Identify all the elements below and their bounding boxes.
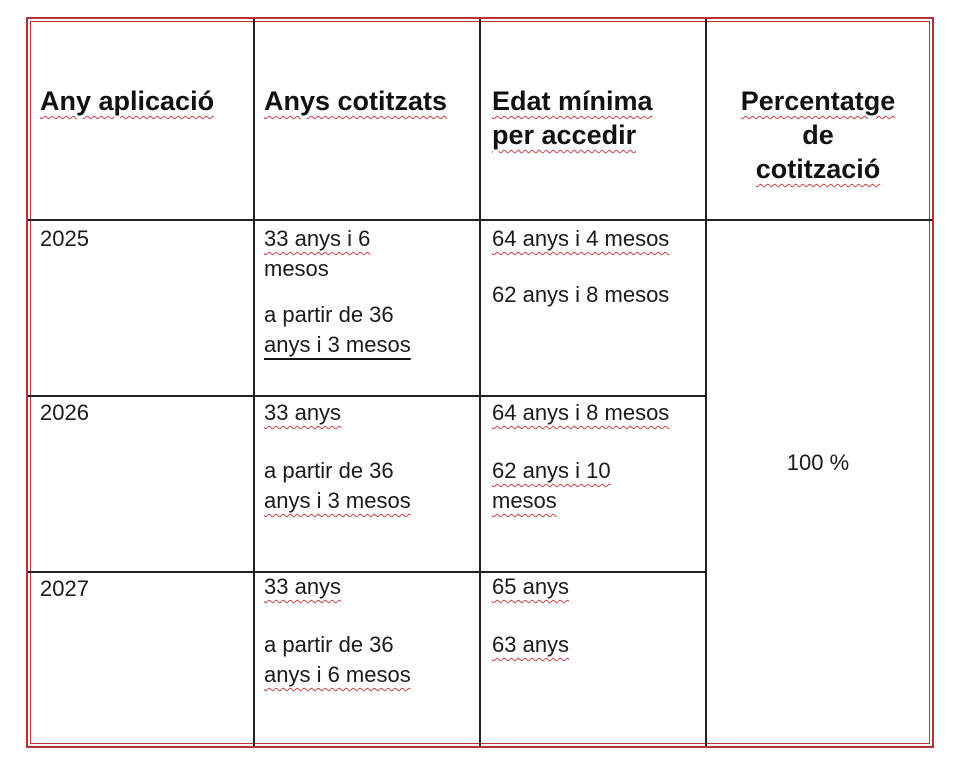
table-row-2027-contrib [264,572,476,690]
table-row-2026-year [40,398,89,428]
table-row-2026-contrib [264,398,476,516]
header-year-label: Any aplicació [40,86,215,116]
age-line: 65 anys [492,574,570,599]
year-value: 2025 [40,226,89,251]
header-percentage [708,84,928,186]
header-years-contributed [264,84,478,118]
year-value: 2026 [40,400,89,425]
table-row-2025-year [40,224,89,254]
header-percentage-line1: Percentatge [740,86,896,116]
column-divider [253,19,255,746]
contrib-line: mesos [264,256,329,281]
header-year [40,84,250,118]
header-percentage-line2: de [802,120,834,150]
contrib-line: 33 anys [264,400,342,425]
contrib-line: a partir de 36 [264,458,394,483]
age-line sq: 62 anys i 8 mesos [492,282,670,307]
age-line: 64 anys i 8 mesos [492,400,670,425]
contrib-line: 33 anys [264,574,342,599]
column-divider [479,19,481,746]
header-min-age-line2: per accedir [492,120,637,150]
age-line: mesos [492,488,557,513]
table-row-2025-age [492,224,704,310]
percentage-value: 100 % [786,450,850,475]
year-value: 2027 [40,576,89,601]
table-row-2026-age [492,398,704,516]
header-min-age-line1: Edat mínima [492,86,653,116]
contrib-line: a partir de 36 [264,302,394,327]
table-row-2027-year [40,574,89,604]
age-line: 62 anys i 10 [492,458,611,483]
header-percentage-line3: cotització [755,154,881,184]
table-row-2025-contrib [264,224,476,360]
table-row-2027-age [492,572,704,660]
age-line: 63 anys [492,632,570,657]
contrib-line: anys i 3 mesos [264,488,411,513]
header-years-contributed-label: Anys cotitzats [264,86,448,116]
contrib-line: anys i 6 mesos [264,662,411,687]
contrib-line: anys i 3 mesos [264,332,411,357]
percentage-value-cell [708,448,928,478]
header-min-age [492,84,702,152]
contrib-line: 33 anys i 6 [264,226,371,251]
row-divider [28,395,707,397]
row-divider [28,219,932,221]
age-line: 64 anys i 4 mesos [492,226,670,251]
contrib-line: a partir de 36 [264,632,394,657]
column-divider [705,19,707,746]
